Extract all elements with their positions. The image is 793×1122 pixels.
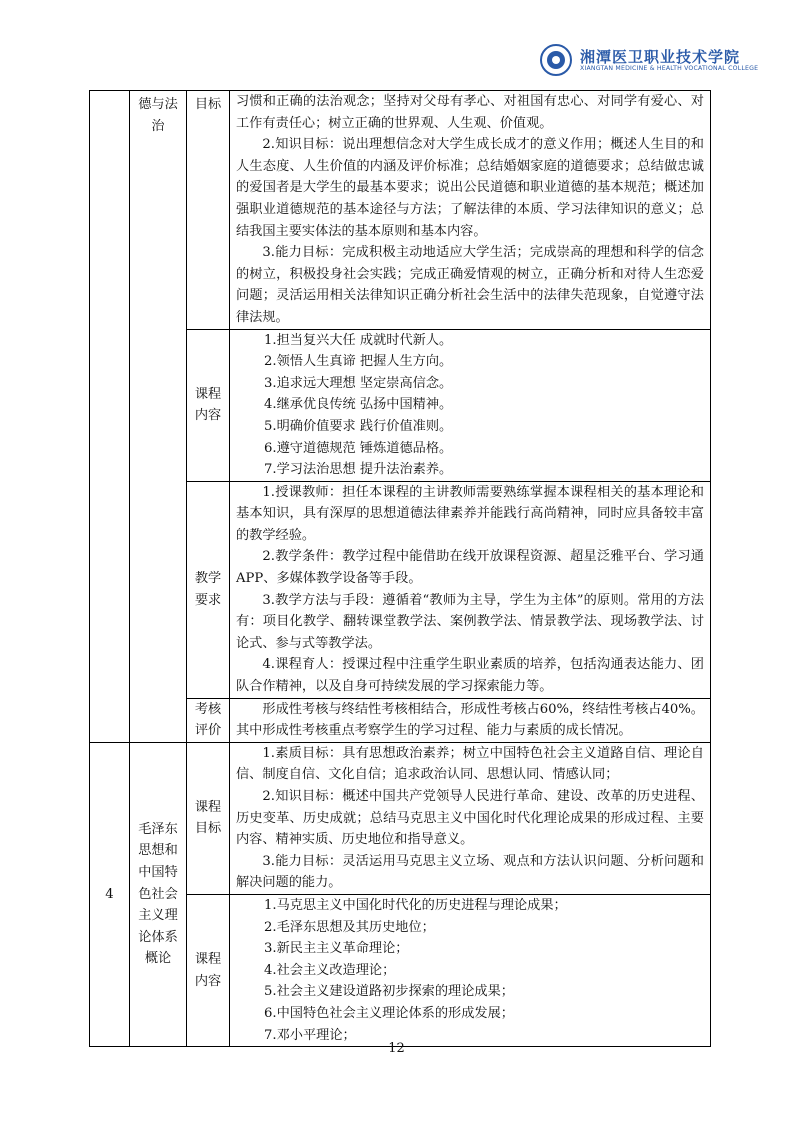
paragraph: 3.教学方法与手段：遵循着“教师为主导，学生为主体”的原则。常用的方法有：项目化教学、翻转课堂教学法、案例教学法、情景教学法、现场教学法、讨论式、参与式等教学法。 (236, 592, 704, 651)
content-list (230, 329, 711, 481)
paragraph: 4.课程育人：授课过程中注重学生职业素质的培养，包括沟通表达能力、团队合作精神，以及自身可持续发展的学习探索能力等。 (236, 657, 704, 695)
row-number-cell (90, 742, 130, 1046)
assessment-content (230, 698, 711, 742)
table-row (90, 742, 711, 894)
content-list (230, 894, 711, 1046)
course-table (89, 90, 711, 1047)
course-name-cell (130, 91, 187, 743)
course-name-line: 主义理 (138, 908, 178, 924)
course-name-line: 概论 (144, 951, 172, 967)
objectives-content (230, 91, 711, 330)
list-item: 7.学习法治思想 提升法治素养。 (264, 462, 453, 478)
list-item: 5.社会主义建设道路初步探索的理论成果； (264, 984, 514, 1000)
paragraph: 3.能力目标：完成积极主动地适应大学生活；完成崇高的理想和科学的信念的树立，积极投身社会实践；完成正确爱情观的树立，正确分析和对待人生恋爱问题；灵活运用相关法律知识正确分析社会生活中的法律失范现象，自觉遵守法律法规。 (236, 245, 704, 325)
list-item: 6.遵守道德规范 锤炼道德品格。 (264, 440, 453, 456)
paragraph: 2.知识目标：说出理想信念对大学生成长成才的意义作用；概述人生目的和人生态度、人生价值的内涵及评价标准；总结婚姻家庭的道德要求；总结做忠诚的爱国者是大学生的最基本要求；说出公民道德和职业道德的基本规范；概述加强职业道德规范的基本途径与方法；了解法律的本质、学习法律知识的意义；总结我国主要实体法的基本原则和基本内容。 (236, 137, 704, 239)
list-item: 3.新民主主义革命理论； (264, 941, 409, 957)
list-item: 4.继承优良传统 弘扬中国精神。 (264, 397, 453, 413)
paragraph: 习惯和正确的法治观念；坚持对父母有孝心、对祖国有忠心、对同学有爱心、对工作有责任心；树立正确的世界观、人生观、价值观。 (236, 94, 704, 131)
course-name-line: 治 (151, 118, 165, 134)
requirements-content (230, 481, 711, 698)
requirements-label: 教学 要求 (187, 481, 230, 698)
paragraph: 3.能力目标：灵活运用马克思主义立场、观点和方法认识问题、分析问题和解决问题的能力。 (236, 853, 704, 891)
paragraph: 形成性考核与终结性考核相结合，形成性考核占60%，终结性考核占40%。其中形成性考核重点考察学生的学习过程、能力与素质的成长情况。 (236, 701, 704, 739)
college-emblem-icon (540, 44, 572, 76)
course-name-line: 色社会 (138, 886, 178, 902)
list-item: 1.马克思主义中国化时代化的历史进程与理论成果； (264, 897, 567, 913)
paragraph: 1.素质目标：具有思想政治素养；树立中国特色社会主义道路自信、理论自信、制度自信、文化自信；追求政治认同、思想认同、情感认同； (236, 745, 704, 783)
paragraph: 2.知识目标：概述中国共产党领导人民进行革命、建设、改革的历史进程、历史变革、历史成就；总结马克思主义中国化时代化理论成果的形成过程、主要内容、精神实质、历史地位和指导意义。 (236, 789, 704, 848)
list-item: 4.社会主义改造理论； (264, 962, 396, 978)
course-name-line: 毛泽东 (138, 821, 178, 837)
course-name-line: 中国特 (138, 865, 178, 881)
page-number: 12 (388, 1041, 405, 1056)
row-number: 4 (105, 886, 114, 902)
list-item: 3.追求远大理想 坚定崇高信念。 (264, 375, 453, 391)
content-label: 课程 内容 (187, 329, 230, 481)
objectives-content (230, 742, 711, 894)
course-name-line: 思想和 (138, 843, 178, 859)
list-item: 5.明确价值要求 践行价值准则。 (264, 418, 453, 434)
college-name-cn: 湘潭医卫职业技术学院 (580, 48, 741, 66)
list-item: 2.毛泽东思想及其历史地位； (264, 919, 435, 935)
course-name-line: 德与法 (138, 97, 178, 112)
course-name-line: 论体系 (138, 929, 178, 945)
assessment-label: 考核 评价 (187, 698, 230, 742)
college-name-en: XIANGTAN MEDICINE & HEALTH VOCATIONAL COLLEGE (580, 65, 759, 72)
objectives-label: 课程 目标 (187, 742, 230, 894)
list-item: 7.邓小平理论； (264, 1027, 356, 1043)
course-name-cell (130, 742, 187, 1046)
college-logo (540, 44, 759, 78)
list-item: 1.担当复兴大任 成就时代新人。 (264, 332, 453, 348)
content-label: 课程 内容 (187, 894, 230, 1046)
objectives-label: 目标 (187, 91, 230, 330)
table-row (90, 91, 711, 330)
paragraph: 1.授课教师：担任本课程的主讲教师需要熟练掌握本课程相关的基本理论和基本知识，具有深厚的思想道德法律素养并能践行高尚精神，同时应具备较丰富的教学经验。 (236, 484, 704, 543)
list-item: 2.领悟人生真谛 把握人生方向。 (264, 354, 453, 370)
row-number-cell (90, 91, 130, 743)
paragraph: 2.教学条件：教学过程中能借助在线开放课程资源、超星泛雅平台、学习通APP、多媒体教学设备等手段。 (236, 549, 704, 587)
list-item: 6.中国特色社会主义理论体系的形成发展； (264, 1005, 514, 1021)
